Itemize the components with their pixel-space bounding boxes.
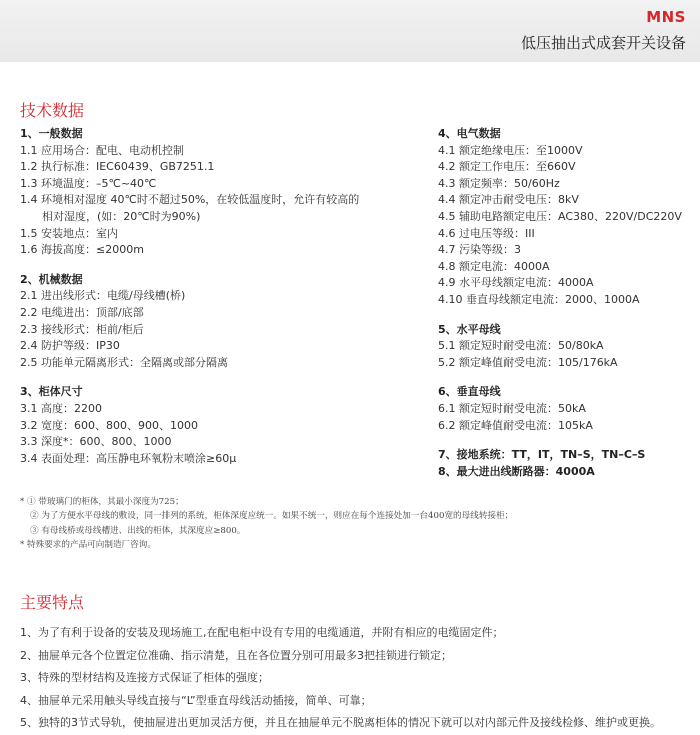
group-title-cabinet-size: 3、柜体尺寸 bbox=[20, 385, 83, 399]
group-title-electrical: 4、电气数据 bbox=[438, 127, 501, 140]
spec-item: 3.4 表面处理：高压静电环氧粉末喷涂≥60μ bbox=[20, 451, 237, 465]
spec-item: 2.4 防护等级：IP30 bbox=[20, 339, 120, 353]
group-title-vertical-busbar: 6、垂直母线 bbox=[438, 385, 501, 399]
spec-item: 2.1 进出线形式：电缆/母线槽(桥) bbox=[20, 289, 186, 303]
spec-item: 1.6 海拔高度：≤2000m bbox=[20, 243, 144, 257]
features-list bbox=[20, 622, 661, 735]
spec-item: 4.1 额定绝缘电压：至1000V bbox=[438, 143, 583, 157]
feature-item: 3、特殊的型材结构及连接方式保证了柜体的强度； bbox=[20, 671, 269, 684]
spec-item: 4.6 过电压等级：III bbox=[438, 226, 535, 240]
spec-item: 5.1 额定短时耐受电流：50/80kA bbox=[438, 339, 604, 353]
spec-item: 5.2 额定峰值耐受电流：105/176kA bbox=[438, 355, 618, 369]
spec-item: 2.2 电缆进出：顶部/底部 bbox=[20, 305, 144, 319]
spec-item: 3.1 高度：2200 bbox=[20, 401, 102, 415]
spec-item: 1.2 执行标准：IEC60439、GB7251.1 bbox=[20, 160, 215, 174]
spec-item: 4.5 辅助电路额定电压：AC380、220V/DC220V bbox=[438, 209, 682, 223]
footnotes bbox=[20, 495, 513, 553]
feature-item: 2、抽屉单元各个位置定位准确、指示清楚，且在各位置分别可用最多3把挂锁进行锁定； bbox=[20, 648, 452, 662]
spec-item: 2.5 功能单元隔离形式：全隔离或部分隔离 bbox=[20, 355, 228, 369]
feature-item: 4、抽屉单元采用触头导线直接与“L”型垂直母线活动插接，简单、可靠； bbox=[20, 693, 372, 707]
header-bar bbox=[0, 0, 700, 62]
group-title-mechanical: 2、机械数据 bbox=[20, 272, 83, 286]
feature-item: 5、独特的3节式导轨，使抽屉进出更加灵活方便，并且在抽屉单元不脱离柜体的情况下就可以对内部元件及接线检修、维护或更换。 bbox=[20, 716, 661, 729]
group-title-general: 1、一般数据 bbox=[20, 127, 83, 140]
spec-item: 4.2 额定工作电压：至660V bbox=[438, 160, 576, 174]
spec-item: 2.3 接线形式：柜前/柜后 bbox=[20, 322, 144, 336]
tech-left-column bbox=[20, 126, 359, 467]
spec-item: 4.7 污染等级：3 bbox=[438, 243, 521, 257]
spec-item: 4.3 额定频率：50/60Hz bbox=[438, 176, 560, 190]
spec-item: 1.1 应用场合：配电、电动机控制 bbox=[20, 143, 184, 157]
spec-item: 相对湿度，(如：20℃时为90%) bbox=[42, 209, 201, 223]
spec-item: 4.4 额定冲击耐受电压：8kV bbox=[438, 193, 579, 207]
feature-item: 1、为了有利于设备的安装及现场施工,在配电柜中设有专用的电缆通道，并附有相应的电缆固定件； bbox=[20, 626, 504, 639]
spec-item: 4.8 额定电流：4000A bbox=[438, 259, 550, 273]
spec-item: 4.9 水平母线额定电流：4000A bbox=[438, 276, 594, 290]
spec-item: 1.3 环境温度：–5℃~40℃ bbox=[20, 176, 157, 190]
spec-item: 6.2 额定峰值耐受电流：105kA bbox=[438, 418, 593, 432]
tech-right-column bbox=[438, 126, 682, 480]
footnote: * 特殊要求的产品可向制造厂咨询。 bbox=[20, 540, 156, 551]
grounding-system: 7、接地系统：TT，IT，TN–S，TN–C–S bbox=[438, 448, 646, 462]
spec-item: 1.5 安装地点：室内 bbox=[20, 226, 118, 240]
spec-item: 1.4 环境相对湿度 40℃时不超过50%，在较低温度时，允许有较高的 bbox=[20, 193, 360, 207]
brand-logo: MNS bbox=[646, 8, 686, 26]
tech-data-title: 技术数据 bbox=[20, 101, 85, 120]
product-subtitle: 低压抽出式成套开关设备 bbox=[520, 34, 686, 52]
max-breaker: 8、最大进出线断路器：4000A bbox=[438, 464, 595, 478]
footnote: * ① 带玻璃门的柜体，其最小深度为725； bbox=[20, 497, 184, 507]
footnote: ③ 有母线桥或母线槽进、出线的柜体，其深度应≥800。 bbox=[30, 525, 246, 536]
spec-item: 6.1 额定短时耐受电流：50kA bbox=[438, 401, 586, 415]
group-title-horizontal-busbar: 5、水平母线 bbox=[438, 322, 501, 336]
features-title: 主要特点 bbox=[20, 593, 85, 612]
spec-item: 3.3 深度*：600、800、1000 bbox=[20, 435, 172, 449]
footnote: ② 为了方便水平母线的敷设，同一排列的系统，柜体深度应统一。如果不统一，则应在每个连接处加一台400宽的母线转接柜； bbox=[30, 511, 514, 522]
spec-item: 3.2 宽度：600、800、900、1000 bbox=[20, 418, 198, 432]
spec-item: 4.10 垂直母线额定电流：2000、1000A bbox=[438, 292, 640, 306]
